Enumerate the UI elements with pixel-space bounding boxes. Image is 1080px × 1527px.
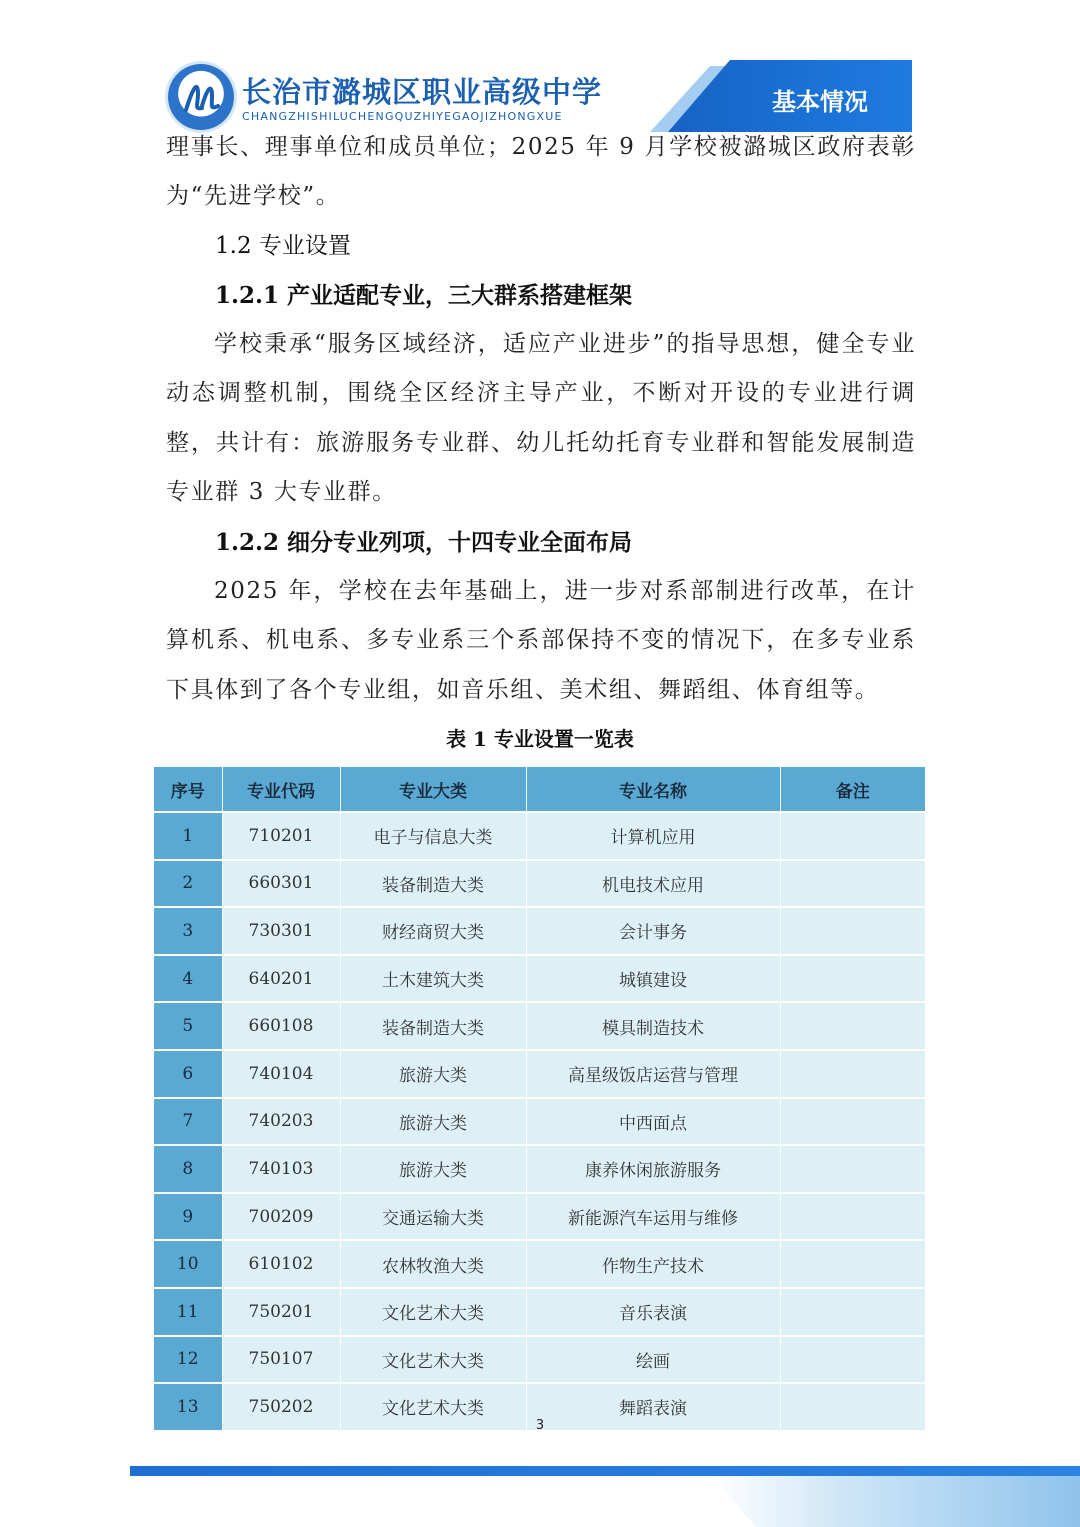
cell-name: 作物生产技术 — [526, 1240, 780, 1288]
cell-remarks — [780, 1145, 925, 1193]
school-name-pinyin: CHANGZHISHILUCHENGQUZHIYEGAOJIZHONGXUE — [242, 110, 563, 123]
table-row — [154, 1288, 925, 1336]
cell-index: 6 — [154, 1050, 222, 1098]
cell-code: 750107 — [222, 1336, 340, 1384]
cell-name: 模具制造技术 — [526, 1002, 780, 1050]
cell-name: 会计事务 — [526, 907, 780, 955]
cell-remarks — [780, 1050, 925, 1098]
footer-band — [130, 1466, 1080, 1476]
cell-remarks — [780, 1193, 925, 1241]
cell-code: 740203 — [222, 1098, 340, 1146]
table-row — [154, 1145, 925, 1193]
table-row — [154, 1050, 925, 1098]
cell-remarks — [780, 1098, 925, 1146]
cell-category: 农林牧渔大类 — [340, 1240, 526, 1288]
cell-remarks — [780, 1240, 925, 1288]
cell-index: 13 — [154, 1383, 222, 1430]
cell-remarks — [780, 812, 925, 860]
cell-index: 4 — [154, 955, 222, 1003]
cell-remarks — [780, 860, 925, 908]
cell-index: 2 — [154, 860, 222, 908]
cell-index: 10 — [154, 1240, 222, 1288]
cell-index: 7 — [154, 1098, 222, 1146]
cell-index: 9 — [154, 1193, 222, 1241]
cell-code: 610102 — [222, 1240, 340, 1288]
table-row — [154, 1193, 925, 1241]
major-list-table — [154, 767, 925, 1430]
cell-name: 城镇建设 — [526, 955, 780, 1003]
cell-name: 计算机应用 — [526, 812, 780, 860]
cell-index: 8 — [154, 1145, 222, 1193]
cell-name: 高星级饭店运营与管理 — [526, 1050, 780, 1098]
section-heading-1-2: 1.2 专业设置 — [215, 233, 351, 259]
column-header-code: 专业代码 — [222, 767, 340, 812]
column-header-name: 专业名称 — [526, 767, 780, 812]
column-header-remarks: 备注 — [780, 767, 925, 812]
cell-code: 660301 — [222, 860, 340, 908]
cell-category: 电子与信息大类 — [340, 812, 526, 860]
table-row — [154, 812, 925, 860]
cell-index: 5 — [154, 1002, 222, 1050]
footer-decoration — [712, 1476, 1080, 1527]
table-row — [154, 907, 925, 955]
school-emblem-icon — [168, 64, 234, 130]
table-row — [154, 1002, 925, 1050]
school-name: 长治市潞城区职业高级中学 — [242, 75, 603, 109]
paragraph-continuation: 理事长、理事单位和成员单位；2025 年 9 月学校被潞城区政府表彰为“先进学校”。 — [166, 134, 916, 210]
table-header-row — [154, 767, 925, 812]
table-row — [154, 1098, 925, 1146]
page-number: 3 — [535, 1418, 545, 1433]
cell-name: 音乐表演 — [526, 1288, 780, 1336]
cell-index: 3 — [154, 907, 222, 955]
cell-name: 康养休闲旅游服务 — [526, 1145, 780, 1193]
column-header-index: 序号 — [154, 767, 222, 812]
cell-category: 财经商贸大类 — [340, 907, 526, 955]
cell-code: 740103 — [222, 1145, 340, 1193]
cell-code: 660108 — [222, 1002, 340, 1050]
school-logo — [168, 64, 234, 130]
cell-remarks — [780, 907, 925, 955]
section-heading-1-2-1: 1.2.1 产业适配专业，三大群系搭建框架 — [215, 282, 633, 309]
table-row — [154, 955, 925, 1003]
cell-code: 710201 — [222, 812, 340, 860]
cell-category: 交通运输大类 — [340, 1193, 526, 1241]
cell-name: 机电技术应用 — [526, 860, 780, 908]
paragraph-department-reform: 2025 年，学校在去年基础上，进一步对系部制进行改革，在计算机系、机电系、多专业系三个系部保持不变的情况下，在多专业系下具体到了各个专业组，如音乐组、美术组、舞蹈组、体育组等。 — [166, 578, 916, 703]
cell-remarks — [780, 955, 925, 1003]
table-caption: 表 1 专业设置一览表 — [446, 727, 634, 751]
cell-category: 文化艺术大类 — [340, 1288, 526, 1336]
cell-category: 文化艺术大类 — [340, 1383, 526, 1430]
cell-code: 750201 — [222, 1288, 340, 1336]
table-row — [154, 1336, 925, 1384]
cell-category: 装备制造大类 — [340, 860, 526, 908]
cell-remarks — [780, 1288, 925, 1336]
cell-category: 旅游大类 — [340, 1145, 526, 1193]
cell-name: 舞蹈表演 — [526, 1383, 780, 1430]
cell-category: 装备制造大类 — [340, 1002, 526, 1050]
cell-code: 740104 — [222, 1050, 340, 1098]
cell-category: 文化艺术大类 — [340, 1336, 526, 1384]
section-heading-1-2-2: 1.2.2 细分专业列项，十四专业全面布局 — [215, 529, 633, 556]
cell-name: 绘画 — [526, 1336, 780, 1384]
table-row — [154, 860, 925, 908]
cell-code: 640201 — [222, 955, 340, 1003]
cell-index: 11 — [154, 1288, 222, 1336]
cell-code: 730301 — [222, 907, 340, 955]
cell-name: 中西面点 — [526, 1098, 780, 1146]
table-row — [154, 1240, 925, 1288]
section-tab-label: 基本情况 — [772, 88, 868, 116]
cell-category: 土木建筑大类 — [340, 955, 526, 1003]
cell-code: 750202 — [222, 1383, 340, 1430]
cell-category: 旅游大类 — [340, 1098, 526, 1146]
cell-name: 新能源汽车运用与维修 — [526, 1193, 780, 1241]
paragraph-industry-alignment: 学校秉承“服务区域经济，适应产业进步”的指导思想，健全专业动态调整机制，围绕全区经济主导产业，不断对开设的专业进行调整，共计有：旅游服务专业群、幼儿托幼托育专业群和智能发展制造专业群 3 大专业群。 — [166, 331, 916, 505]
cell-remarks — [780, 1336, 925, 1384]
cell-index: 12 — [154, 1336, 222, 1384]
cell-index: 1 — [154, 812, 222, 860]
cell-code: 700209 — [222, 1193, 340, 1241]
cell-remarks — [780, 1002, 925, 1050]
cell-category: 旅游大类 — [340, 1050, 526, 1098]
column-header-category: 专业大类 — [340, 767, 526, 812]
